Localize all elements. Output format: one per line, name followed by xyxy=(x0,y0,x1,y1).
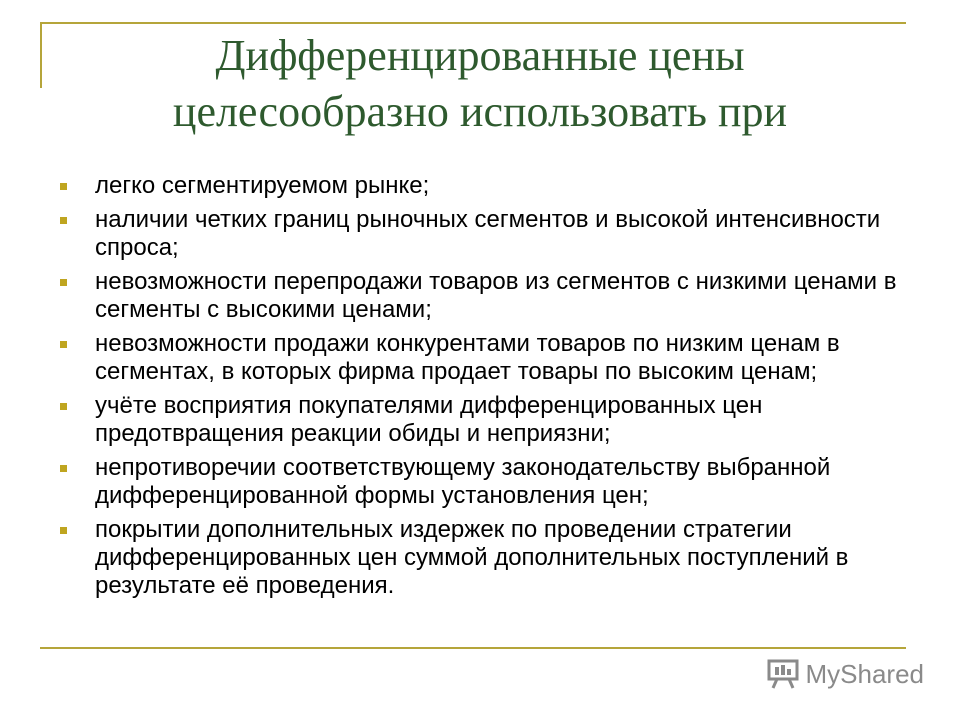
bullet-item xyxy=(60,392,920,448)
bullet-square-icon xyxy=(60,341,67,348)
bullet-item xyxy=(60,268,920,324)
bullet-text: непротиворечии соответствующему законодательству выбранной дифференцированной формы установления цен; xyxy=(95,454,831,509)
bullet-item xyxy=(60,206,920,262)
bullet-item xyxy=(60,172,920,200)
bullet-text: невозможности продажи конкурентами товаров по низким ценам в сегментах, в которых фирма продает товары по высоким ценам; xyxy=(95,330,840,385)
bullet-square-icon xyxy=(60,217,67,224)
frame-bottom-line xyxy=(40,647,906,649)
bullet-list xyxy=(60,172,920,606)
bullet-text: покрытии дополнительных издержек по проведении стратегии дифференцированных цен суммой дополнительных поступлений в результате её проведения. xyxy=(95,516,849,599)
bullet-text: учёте восприятия покупателями дифференцированных цен предотвращения реакции обиды и неприязни; xyxy=(95,392,763,447)
frame-top-line xyxy=(40,22,906,24)
bullet-square-icon xyxy=(60,527,67,534)
watermark-text: MyShared xyxy=(805,658,924,689)
bullet-text: невозможности перепродажи товаров из сегментов с низкими ценами в сегменты с высокими ценами; xyxy=(95,268,897,323)
bullet-item xyxy=(60,516,920,600)
bullet-item xyxy=(60,454,920,510)
bullet-square-icon xyxy=(60,465,67,472)
bullet-square-icon xyxy=(60,279,67,286)
bullet-square-icon xyxy=(60,183,67,190)
bullet-text: легко сегментируемом рынке; xyxy=(95,172,430,199)
slide-title-line-2: целесообразно использовать при xyxy=(172,87,788,136)
slide-title xyxy=(60,28,900,140)
bullet-square-icon xyxy=(60,403,67,410)
frame-left-line xyxy=(40,22,42,88)
slide-title-line-1: Дифференцированные цены xyxy=(215,31,745,80)
bullet-item xyxy=(60,330,920,386)
presentation-board-icon xyxy=(766,658,800,690)
myshared-watermark xyxy=(766,658,925,690)
bullet-text: наличии четких границ рыночных сегментов и высокой интенсивности спроса; xyxy=(95,206,881,261)
